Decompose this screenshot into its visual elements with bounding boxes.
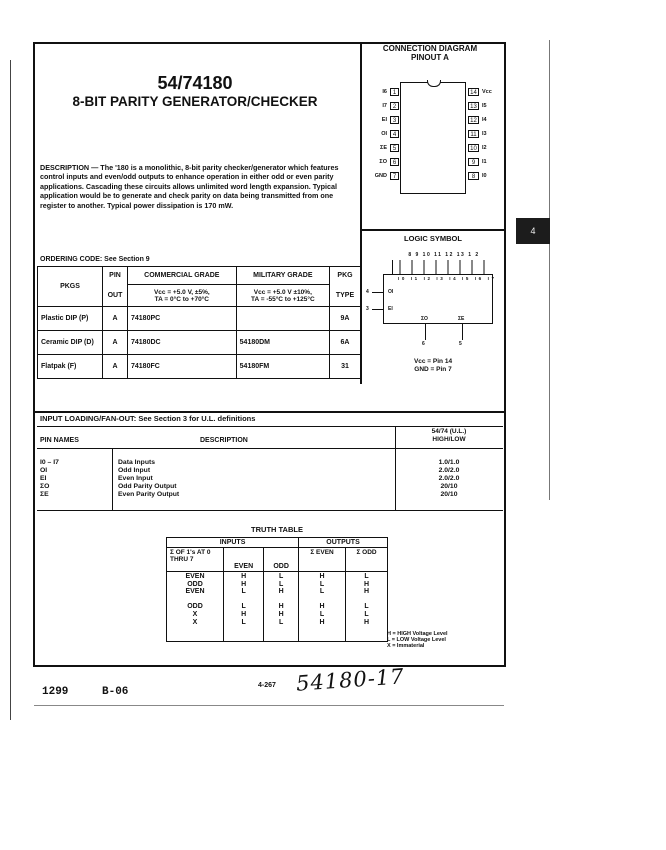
pin-name-cell: EI bbox=[40, 475, 47, 482]
pin-name-cell: ΣO bbox=[40, 483, 50, 490]
truth-col-odd: ODD bbox=[264, 548, 299, 572]
truth-ones-values: EVEN ODD EVEN ODD X X bbox=[167, 572, 224, 642]
pin-label: I4 bbox=[482, 117, 487, 123]
left-pin bbox=[372, 172, 400, 182]
pin-label: I3 bbox=[482, 131, 487, 137]
page-number: 4-267 bbox=[258, 682, 276, 689]
table-row bbox=[37, 491, 503, 499]
type-cell: 9A bbox=[330, 307, 361, 331]
footer-rule bbox=[34, 705, 504, 706]
pin-label: Vcc bbox=[482, 89, 492, 95]
truth-even-values: H H L L H L bbox=[224, 572, 264, 642]
pin-number-box: 12 bbox=[468, 116, 479, 124]
description-cell: Even Parity Output bbox=[118, 491, 180, 498]
se-pin-number: 5 bbox=[459, 341, 462, 347]
so-label: ΣO bbox=[421, 316, 428, 322]
col-ul bbox=[395, 428, 503, 444]
pin-number-box: 9 bbox=[468, 158, 479, 166]
logic-input-lines bbox=[392, 260, 497, 274]
pin-number-box: 6 bbox=[390, 158, 399, 166]
loading-bottom-rule bbox=[37, 510, 503, 511]
se-line bbox=[462, 324, 463, 340]
logic-divider bbox=[360, 229, 506, 231]
table-row bbox=[37, 475, 503, 483]
pin-cell: A bbox=[103, 355, 128, 379]
truth-odd-values: L L H H H L bbox=[264, 572, 299, 642]
table-row bbox=[38, 355, 361, 379]
table-row bbox=[37, 483, 503, 491]
pin-label: I5 bbox=[482, 103, 487, 109]
truth-se-values: H L L H L H bbox=[299, 572, 346, 642]
left-pin bbox=[372, 144, 400, 154]
legend-low: L = LOW Voltage Level bbox=[387, 637, 446, 644]
col-commercial: COMMERCIAL GRADE bbox=[128, 267, 237, 285]
pin-number-box: 4 bbox=[390, 130, 399, 138]
truth-col-sig-odd: Σ ODD bbox=[346, 548, 388, 572]
col-military: MILITARY GRADE bbox=[236, 267, 329, 285]
ul-cell: 1.0/1.0 bbox=[438, 459, 460, 466]
description-label: DESCRIPTION bbox=[40, 163, 90, 172]
legend-high: H = HIGH Voltage Level bbox=[387, 631, 448, 637]
logic-inputs: I0 I1 I2 I3 I4 I5 I6 I7 bbox=[398, 276, 497, 281]
truth-col-sig-even: Σ EVEN bbox=[299, 548, 346, 572]
logic-block bbox=[383, 274, 493, 324]
pin-label: I6 bbox=[382, 89, 387, 95]
truth-so-values: L H H L L H bbox=[346, 572, 388, 642]
oi-label: OI bbox=[388, 289, 394, 295]
power-pins bbox=[360, 358, 506, 374]
ordering-code: ORDERING CODE: See Section 9 bbox=[40, 256, 150, 263]
right-pin bbox=[468, 172, 508, 182]
col-pkg: PKG bbox=[330, 267, 361, 285]
right-pin bbox=[468, 144, 508, 154]
loading-top-rule bbox=[37, 426, 503, 427]
pin-label: I7 bbox=[382, 103, 387, 109]
page-title: 8-BIT PARITY GENERATOR/CHECKER bbox=[72, 94, 318, 109]
left-pin bbox=[372, 130, 400, 140]
pin-label: OI bbox=[381, 131, 387, 137]
col-pin: PIN bbox=[103, 267, 128, 285]
pin-label: ΣO bbox=[379, 159, 387, 165]
truth-col-even: EVEN bbox=[224, 548, 264, 572]
legend-immaterial: X = Immaterial bbox=[387, 643, 425, 650]
pin-label: GND bbox=[374, 173, 387, 179]
pin-number-box: 7 bbox=[390, 172, 399, 180]
col-description: DESCRIPTION bbox=[200, 437, 248, 444]
pin-number-box: 8 bbox=[468, 172, 479, 180]
type-cell: 6A bbox=[330, 331, 361, 355]
truth-col-ones: Σ OF 1's AT 0 THRU 7 bbox=[167, 548, 224, 572]
mil-cond-1: Vcc = +5.0 V ±10%, bbox=[253, 288, 312, 296]
right-pin bbox=[468, 116, 508, 126]
table-row bbox=[38, 331, 361, 355]
right-pin bbox=[468, 88, 508, 98]
table-row bbox=[37, 459, 503, 467]
truth-inputs-header: INPUTS bbox=[167, 538, 299, 548]
type-cell: 31 bbox=[330, 355, 361, 379]
input-lines-svg bbox=[393, 260, 497, 274]
pin-cell: A bbox=[103, 331, 128, 355]
description-text: — The '180 is a monolithic, 8-bit parity checker/generator which features control inputs and even/odd outputs to enhance operation in either odd or even parity applications. Cascading these circuits allows unlimited word length expansion. Typical application would be to generate and check parity on data being transmitted from one register to another. Typical power dissipation is 170 mW. bbox=[40, 163, 339, 210]
pin-number-box: 3 bbox=[390, 116, 399, 124]
military-cell: 54180DM bbox=[236, 331, 329, 355]
right-pin bbox=[468, 158, 508, 168]
commercial-conditions bbox=[128, 285, 237, 307]
table-row bbox=[38, 307, 361, 331]
so-line bbox=[425, 324, 426, 340]
pin-number-box: 11 bbox=[468, 130, 479, 138]
pin-name-cell: ΣE bbox=[40, 491, 49, 498]
right-pin bbox=[468, 102, 508, 112]
pin-number-box: 1 bbox=[390, 88, 399, 96]
table-row bbox=[37, 467, 503, 475]
description-cell: Data Inputs bbox=[118, 459, 156, 466]
ei-pin-number: 3 bbox=[366, 306, 369, 312]
pin-number-box: 13 bbox=[468, 102, 479, 110]
pkg-cell: Flatpak (F) bbox=[38, 355, 103, 379]
truth-outputs-header: OUTPUTS bbox=[299, 538, 388, 548]
commercial-cell: 74180PC bbox=[128, 307, 237, 331]
footer-number: 1299 bbox=[42, 686, 69, 698]
so-pin-number: 6 bbox=[422, 341, 425, 347]
description bbox=[40, 163, 352, 210]
col-type: TYPE bbox=[330, 285, 361, 307]
oi-pin-number: 4 bbox=[366, 289, 369, 295]
binding-edge bbox=[10, 60, 11, 720]
description-cell: Even Input bbox=[118, 475, 153, 482]
connection-diagram-title bbox=[360, 44, 500, 62]
pin-name-cell: OI bbox=[40, 467, 48, 474]
military-cell: 54180FM bbox=[236, 355, 329, 379]
logic-top-pins: 8 9 10 11 12 13 1 2 bbox=[408, 252, 480, 258]
pin-cell: A bbox=[103, 307, 128, 331]
connection-title: CONNECTION DIAGRAM bbox=[382, 44, 478, 53]
col-ul-2: HIGH/LOW bbox=[432, 436, 466, 443]
ul-cell: 2.0/2.0 bbox=[438, 475, 460, 482]
col-pin-names: PIN NAMES bbox=[40, 437, 79, 444]
ul-cell: 20/10 bbox=[440, 483, 458, 490]
ul-cell: 20/10 bbox=[440, 491, 458, 498]
ei-line bbox=[372, 309, 383, 310]
gnd-pin: GND = Pin 7 bbox=[414, 366, 452, 373]
col-pkgs: PKGS bbox=[38, 267, 103, 307]
ei-label: EI bbox=[388, 306, 393, 312]
pin-number-box: 5 bbox=[390, 144, 399, 152]
military-conditions bbox=[236, 285, 329, 307]
mil-cond-2: TA = -55°C to +125°C bbox=[250, 295, 315, 303]
col-out: OUT bbox=[103, 285, 128, 307]
right-edge-mark bbox=[549, 40, 550, 500]
pin-label: EI bbox=[381, 117, 387, 123]
pkg-cell: Plastic DIP (P) bbox=[38, 307, 103, 331]
logic-symbol-title: LOGIC SYMBOL bbox=[404, 234, 462, 243]
com-cond-2: TA = 0°C to +70°C bbox=[154, 295, 209, 303]
description-cell: Odd Input bbox=[118, 467, 151, 474]
pkg-cell: Ceramic DIP (D) bbox=[38, 331, 103, 355]
pin-number-box: 2 bbox=[390, 102, 399, 110]
military-cell bbox=[236, 307, 329, 331]
pin-number-box: 14 bbox=[468, 88, 479, 96]
pin-name-cell: I0 – I7 bbox=[40, 459, 59, 466]
left-pin bbox=[372, 158, 400, 168]
col-ul-1: 54/74 (U.L.) bbox=[431, 428, 467, 435]
ul-cell: 2.0/2.0 bbox=[438, 467, 460, 474]
pin-label: I0 bbox=[482, 173, 487, 179]
handwritten-note: 54180-17 bbox=[295, 664, 406, 696]
pin-label: I1 bbox=[482, 159, 487, 165]
pinout-label: PINOUT A bbox=[411, 53, 449, 62]
loading-title: INPUT LOADING/FAN-OUT: See Section 3 for U.L. definitions bbox=[40, 414, 256, 423]
loading-header-rule bbox=[37, 448, 503, 449]
pin-label: ΣE bbox=[380, 145, 387, 151]
left-pin bbox=[372, 88, 400, 98]
ordering-table bbox=[37, 266, 361, 379]
truth-table-title: TRUTH TABLE bbox=[251, 525, 303, 534]
com-cond-1: Vcc = +5.0 V, ±5%, bbox=[153, 288, 210, 296]
footer-code: B-06 bbox=[102, 686, 129, 698]
part-number: 54/74180 bbox=[157, 73, 233, 93]
se-label: ΣE bbox=[458, 316, 465, 322]
oi-line bbox=[372, 292, 383, 293]
truth-table bbox=[166, 537, 388, 642]
ic-package bbox=[400, 82, 466, 194]
pin-label: I2 bbox=[482, 145, 487, 151]
vcc-pin: Vcc = Pin 14 bbox=[413, 358, 453, 365]
pin-number-box: 10 bbox=[468, 144, 479, 152]
description-cell: Odd Parity Output bbox=[118, 483, 177, 490]
commercial-cell: 74180DC bbox=[128, 331, 237, 355]
section-tab: 4 bbox=[516, 218, 550, 244]
left-pin bbox=[372, 116, 400, 126]
right-pin bbox=[468, 130, 508, 140]
commercial-cell: 74180FC bbox=[128, 355, 237, 379]
left-pin bbox=[372, 102, 400, 112]
section-divider bbox=[33, 411, 506, 413]
truth-legend bbox=[387, 631, 448, 650]
